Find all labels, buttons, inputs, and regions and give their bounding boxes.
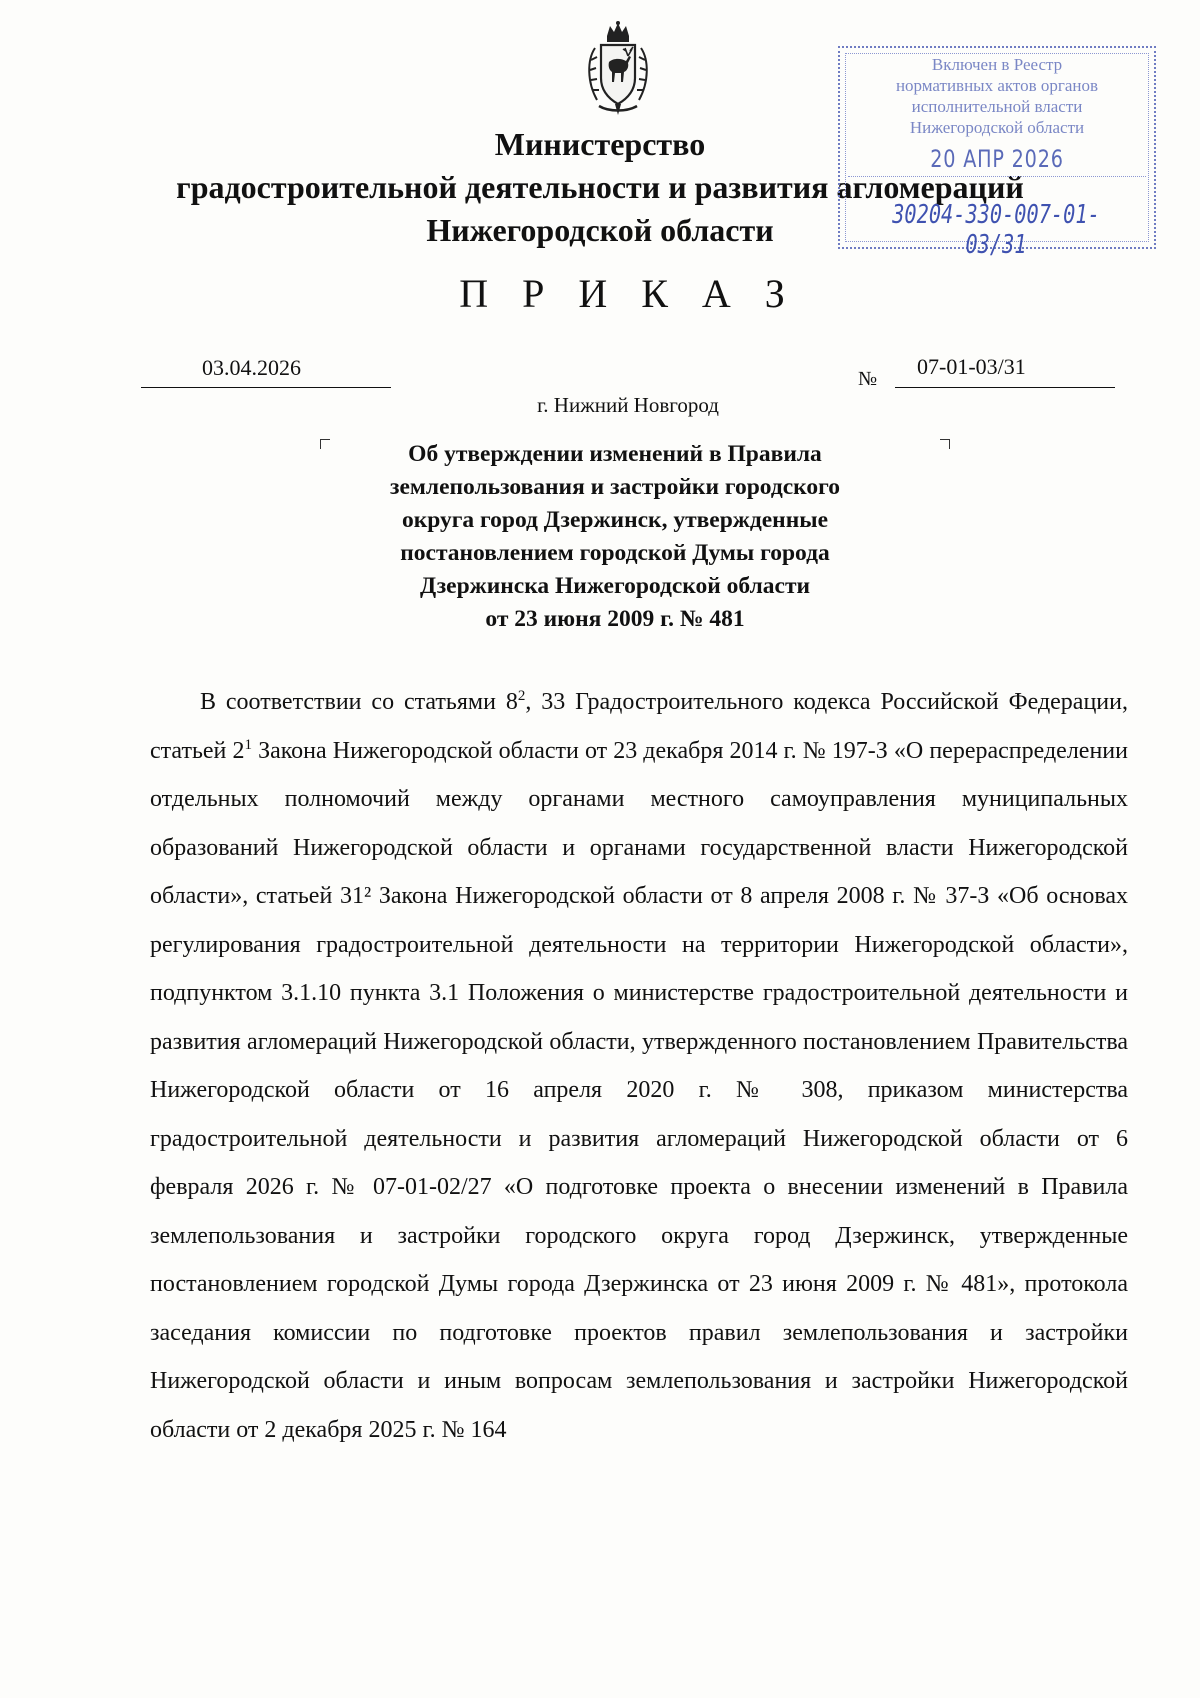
preamble-paragraph: [150, 678, 1128, 1454]
superscript: 2: [517, 688, 526, 704]
number-sign: №: [858, 368, 878, 390]
ministry-title-line-3: Нижегородской области: [426, 212, 774, 248]
stamp-text-line: нормативных актов органов: [895, 76, 1099, 95]
stamp-text-line: Включен в Реестр: [931, 55, 1063, 74]
subject-line: Дзержинска Нижегородской области: [419, 573, 811, 599]
subject-line: от 23 июня 2009 г. № 481: [485, 606, 745, 632]
subject-corner-mark-right: [940, 439, 950, 449]
registry-stamp: [838, 46, 1156, 260]
order-subject: [330, 438, 900, 636]
subject-line: округа город Дзержинск, утвержденные: [401, 507, 829, 533]
number-underline: [895, 387, 1115, 388]
preamble-text-a: В соответствии со статьями 8: [200, 689, 518, 715]
subject-line: постановлением городской Думы города: [400, 540, 830, 566]
document-type-title: П Р И К А З: [459, 271, 797, 316]
stamp-text-line: Нижегородской области: [909, 118, 1085, 137]
ministry-title-line-2: градостроительной деятельности и развития агломераций: [176, 169, 1024, 205]
date-underline: [141, 387, 391, 388]
preamble-text-b: , 33 Градостроительного кодекса Российской Федерации, статьей 2: [150, 689, 1128, 764]
superscript: 1: [244, 736, 252, 753]
preamble-text-c: Закона Нижегородской области от 23 декабря 2014 г. № 197-З «О перераспределении отдельных полномочий между органами местного самоуправления муниципальных образований Нижегородской области и органами государственной власти Нижегородской области», статьей 31² Закона Нижегородской области от 8 апреля 2008 г. № 37-З «Об основах регулирования градостроительной деятельности на территории Нижегородской области», подпунктом 3.1.10 пункта 3.1 Положения о министерстве градостроительной деятельности и развития агломераций Нижегородской области, утвержденного постановлением Правительства Нижегородской области от 16 апреля 2020 г. № 308, приказом министерства градостроительной деятельности и развития агломераций Нижегородской области от 6 февраля 2026 г. № 07-01-02/27 «О подготовке проекта о внесении изменений в Правила землепользования и застройки городского округа город Дзержинск, утвержденные постановлением городской Думы города Дзержинска от 23 июня 2009 г. № 481», протокола заседания комиссии по подготовке проектов правил землепользования и застройки Нижегородской области и иным вопросам землепользования и застройки Нижегородской области от 2 декабря 2025 г. № 164: [150, 737, 1128, 1443]
stamp-date: 20 АПР 2026: [930, 145, 1064, 173]
order-date: 03.04.2026: [202, 355, 301, 380]
order-number: 07-01-03/31: [917, 354, 1026, 379]
stamp-divider: [848, 176, 1146, 177]
stamp-text-line: исполнительной власти: [911, 97, 1083, 116]
ministry-title-line-1: Министерство: [494, 126, 706, 162]
subject-line: землепользования и застройки городского: [390, 474, 840, 500]
subject-line: Об утверждении изменений в Правила: [408, 441, 822, 467]
coat-of-arms-icon: [585, 20, 651, 116]
city-of-issue: г. Нижний Новгород: [537, 393, 719, 417]
subject-corner-mark-left: [320, 439, 330, 449]
stamp-registration-number: 30204-330-007-01-03/31: [892, 200, 1100, 260]
